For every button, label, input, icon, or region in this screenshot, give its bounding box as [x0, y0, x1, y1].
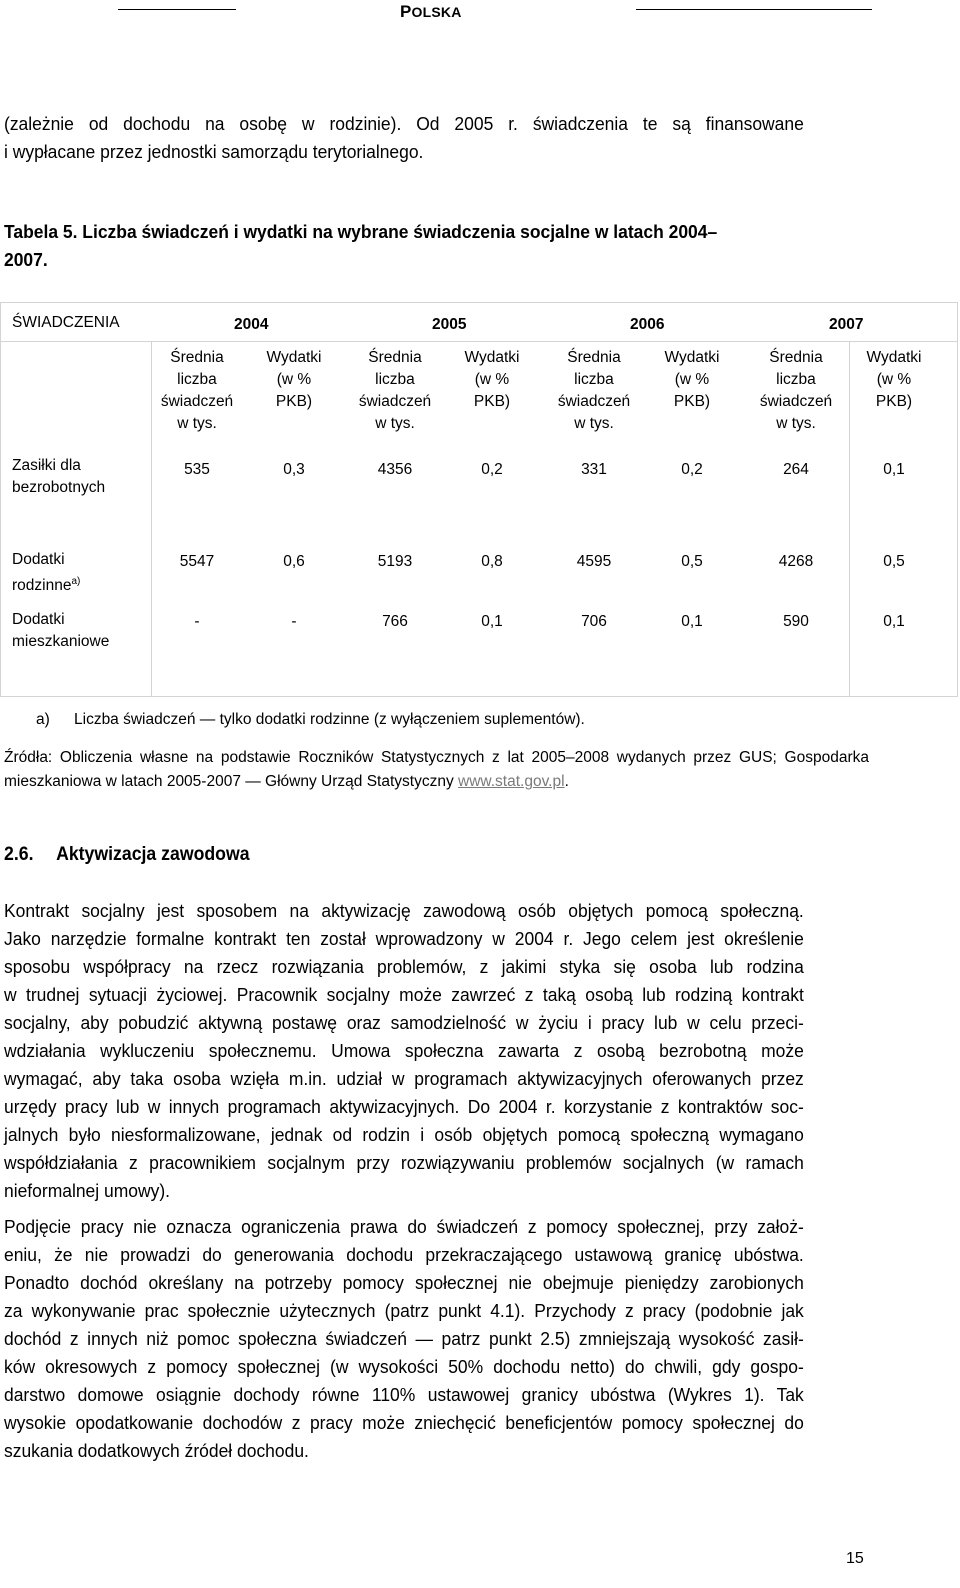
footnote-mark: a) [36, 711, 50, 728]
sub-header-spend: PKB) [473, 393, 511, 410]
section-number: 2.6. [4, 844, 34, 865]
sub-header-count: Średnia [368, 349, 422, 366]
table-cell: 766 [382, 613, 408, 630]
year-header-2005: 2005 [432, 316, 467, 333]
page-number: 15 [846, 1550, 864, 1567]
paragraph-2 [4, 1213, 804, 1465]
paragraph-line: nieformalnej umowy). [4, 1180, 171, 1201]
row-label [12, 609, 109, 653]
table-cell: 0,5 [883, 553, 905, 570]
sub-header-count: liczba [776, 371, 816, 388]
intro-line-2: i wypłacane przez jednostki samorządu terytorialnego. [4, 141, 424, 162]
paragraph-line: wysokie opodatkowanie dochodów z pracy może zniechęcić beneficjentów pomocy społecznej do [4, 1412, 804, 1433]
table-cell: 706 [581, 613, 607, 630]
paragraph-line: urzędy pracy lub w innych programach aktywizacyjnych. Do 2004 r. korzystanie z kontraktów soc- [4, 1096, 804, 1117]
table-cell: 264 [783, 461, 809, 478]
table-cell: 0,1 [481, 613, 503, 630]
sub-header-spend: (w % [674, 371, 710, 388]
sub-header-count: w tys. [375, 415, 415, 432]
table-cell: 0,2 [481, 461, 503, 478]
header-rule-right [636, 9, 872, 10]
row-label-text: Dodatki [12, 551, 65, 568]
paragraph-line: eniu, że nie prowadzi do generowania dochodu przekraczającego ustawową granicę ubóstwa. [4, 1244, 804, 1265]
source-text: Źródła: Obliczenia własne na podstawie Roczników Statystycznych z lat 2005–2008 wydanych przez GUS; Gospodarka mieszkaniowa w latach 2005-2007 — Główny Urząd Statystyczny [4, 749, 869, 790]
section-title: Aktywizacja zawodowa [56, 844, 250, 865]
sub-header-spend: Wydatki [464, 349, 520, 366]
row-label-line [12, 631, 109, 653]
paragraph-line: socjalny, aby pobudzić aktywną postawę oraz samodzielność w życiu i pracy lub w celu przeci- [4, 1012, 804, 1033]
sub-header-spend: Wydatki [266, 349, 322, 366]
sub-header-count: w tys. [574, 415, 614, 432]
table-source [4, 746, 869, 794]
row-label-text: bezrobotnych [12, 479, 106, 496]
paragraph-line: Podjęcie pracy nie oznacza ograniczenia prawa do świadczeń z pomocy społecznej, przy założ- [4, 1216, 804, 1237]
paragraph-line: szukania dodatkowych źródeł dochodu. [4, 1440, 309, 1461]
table-cell: 4595 [576, 553, 612, 570]
row-label-text: Zasiłki dla [12, 457, 81, 474]
sub-header-count: świadczeń [160, 393, 234, 410]
sub-header-count: liczba [177, 371, 217, 388]
sub-header-count: świadczeń [557, 393, 631, 410]
table-cell: 4356 [377, 461, 413, 478]
row-label-line [12, 609, 109, 631]
sub-header-spend: Wydatki [866, 349, 922, 366]
header-rule-left [118, 9, 236, 10]
paragraph-line: wymagać, aby taka osoba wzięła m.in. udział w programach aktywizacyjnych oferowanych przez [4, 1068, 804, 1089]
paragraph-line: Ponadto dochód określany na potrzeby pomocy społecznej nie obejmuje pieniędzy zarobionych [4, 1272, 804, 1293]
footnote-text: Liczba świadczeń — tylko dodatki rodzinne (z wyłączeniem suplementów). [74, 711, 585, 728]
header-title-rest: OLSKA [411, 4, 462, 20]
year-header-2007: 2007 [829, 316, 864, 333]
intro-line-1: (zależnie od dochodu na osobę w rodzinie). Od 2005 r. świadczenia te są finansowane [4, 113, 804, 134]
source-end: . [564, 773, 569, 790]
running-header [0, 0, 960, 30]
paragraph-line: darstwo domowe osiągnie dochody równe 110% ustawowej granicy ubóstwa (Wykres 1). Tak [4, 1384, 804, 1405]
source-link[interactable]: www.stat.gov.pl [458, 773, 565, 790]
paragraph-line: współdziałania z pracownikiem socjalnym przy rozwiązywaniu problemów socjalnych (w ramach [4, 1152, 804, 1173]
table-cell: - [194, 613, 200, 630]
paragraph-line: w trudnej sytuacji życiowej. Pracownik socjalny może zawrzeć z taką osobą lub rodziną kontrakt [4, 984, 804, 1005]
header-title-initial: P [400, 2, 412, 21]
table-cell: 0,1 [883, 461, 905, 478]
table-cell: 0,1 [681, 613, 703, 630]
table-cell: 5193 [377, 553, 413, 570]
paragraph-line: jalnych było niesformalizowane, jednak od rodzin i osób objętych pomocą społeczną wymagano [4, 1124, 804, 1145]
table-cell: 4268 [778, 553, 814, 570]
table-cell: 5547 [179, 553, 215, 570]
sub-header-spend: (w % [474, 371, 510, 388]
row-footnote-ref: a) [71, 576, 81, 587]
sub-header-spend: PKB) [875, 393, 913, 410]
sub-header-count: w tys. [177, 415, 217, 432]
row-label [12, 455, 105, 499]
row-label-line [12, 477, 105, 499]
paragraph-1 [4, 897, 804, 1205]
row-label-text: mieszkaniowe [12, 633, 110, 650]
row-label-text: Dodatki [12, 611, 65, 628]
table-caption [4, 218, 841, 274]
table-cell: 0,1 [883, 613, 905, 630]
table-cell: 0,6 [283, 553, 305, 570]
table-cell: 0,2 [681, 461, 703, 478]
table-cell: 331 [581, 461, 607, 478]
row-label-text: rodzinne [12, 577, 72, 595]
table-cell: 0,8 [481, 553, 503, 570]
year-header-2004: 2004 [234, 316, 269, 333]
intro-paragraph [4, 110, 804, 166]
table-corner-label: ŚWIADCZENIA [12, 314, 120, 331]
sub-header-count: Średnia [769, 349, 823, 366]
sub-header-spend: (w % [876, 371, 912, 388]
table-caption-line-2: 2007. [4, 249, 48, 270]
sub-header-count: w tys. [776, 415, 816, 432]
row-label [12, 549, 80, 597]
paragraph-line: za wykonywanie prac społecznie użytecznych (patrz punkt 4.1). Przychody z pracy (podobnie jak [4, 1300, 804, 1321]
sub-header-spend: PKB) [673, 393, 711, 410]
table-cell: - [291, 613, 297, 630]
section-heading [4, 844, 250, 866]
row-label-line [12, 571, 80, 597]
table-caption-line-1: Tabela 5. Liczba świadczeń i wydatki na wybrane świadczenia socjalne w latach 2004– [4, 221, 718, 242]
sub-header-count: świadczeń [759, 393, 833, 410]
header-title [400, 2, 462, 22]
paragraph-line: ków okresowych z pomocy społecznej (w wysokości 50% dochodu netto) do chwili, gdy gospo- [4, 1356, 804, 1377]
paragraph-line: wdziałania wykluczeniu społecznemu. Umowa społeczna zawarta z osobą bezrobotną może [4, 1040, 804, 1061]
sub-header-spend: (w % [276, 371, 312, 388]
row-label-line [12, 455, 105, 477]
paragraph-line: dochód z innych niż pomoc społeczna świadczeń — patrz punkt 2.5) zmniejszają wysokość zasił- [4, 1328, 804, 1349]
paragraph-line: sposobu współpracy na rzecz rozwiązania problemów, z jakimi styka się osoba lub rodzina [4, 956, 804, 977]
year-header-2006: 2006 [630, 316, 665, 333]
sub-header-count: Średnia [170, 349, 224, 366]
sub-header-count: liczba [375, 371, 415, 388]
paragraph-line: Jako narzędzie formalne kontrakt ten został wprowadzony w 2004 r. Jego celem jest określenie [4, 928, 804, 949]
paragraph-line: Kontrakt socjalny jest sposobem na aktywizację zawodową osób objętych pomocą społeczną. [4, 900, 804, 921]
sub-header-spend: Wydatki [664, 349, 720, 366]
table-cell: 590 [783, 613, 809, 630]
table-cell: 0,5 [681, 553, 703, 570]
table-header-divider [1, 341, 957, 342]
sub-header-count: Średnia [567, 349, 621, 366]
sub-header-count: świadczeń [358, 393, 432, 410]
table-cell: 535 [184, 461, 210, 478]
table-cell: 0,3 [283, 461, 305, 478]
row-label-line [12, 549, 80, 571]
sub-header-count: liczba [574, 371, 614, 388]
sub-header-spend: PKB) [275, 393, 313, 410]
